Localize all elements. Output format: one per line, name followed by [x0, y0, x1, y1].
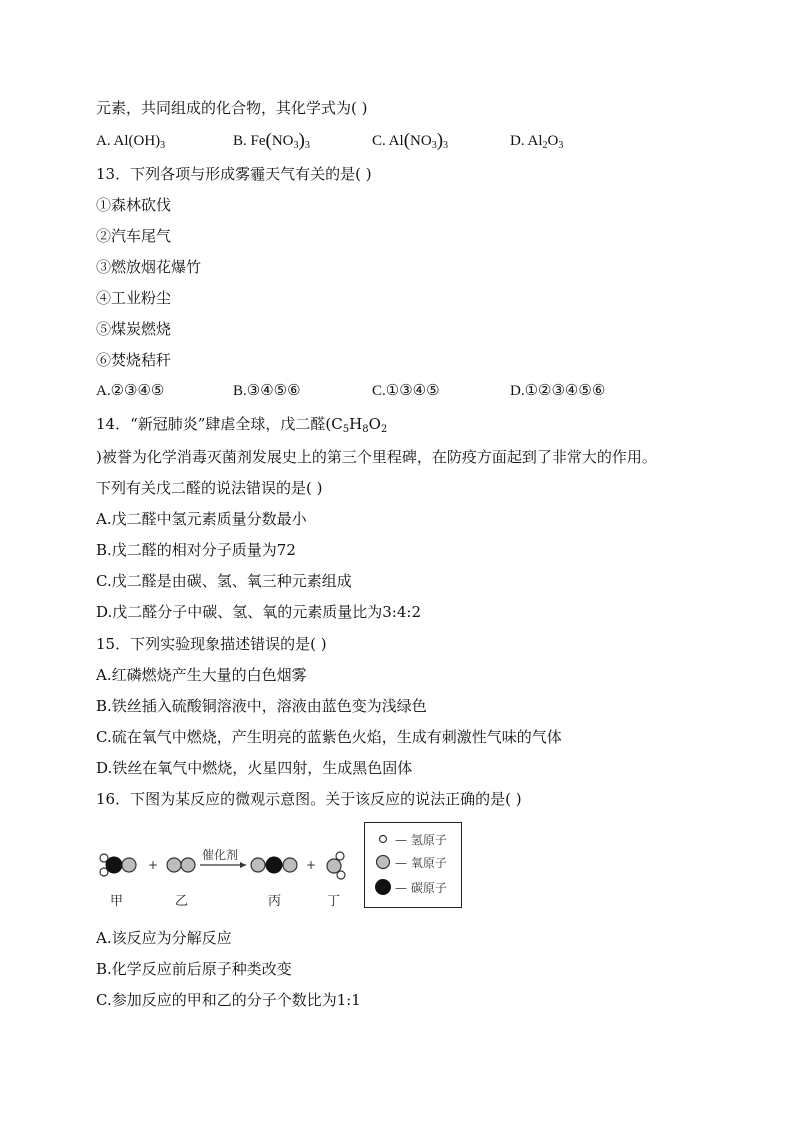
hydrogen-atom	[337, 871, 345, 879]
q13-item-2: ②汽车尾气	[96, 227, 172, 245]
q14-stem-line1: 14．“新冠肺炎”肆虐全球，戊二醛($C_5H_8O_2$	[96, 415, 388, 435]
carbon-atom	[106, 857, 123, 874]
q14-stem-line3: 下列有关戊二醛的说法错误的是( )	[96, 479, 323, 497]
oxygen-atom	[122, 858, 136, 872]
q14-option-c: C.戊二醛是由碳、氢、氧三种元素组成	[96, 572, 352, 590]
q15-stem: 15．下列实验现象描述错误的是( )	[96, 635, 327, 653]
q13-item-4: ④工业粉尘	[96, 289, 172, 307]
oxygen-atom	[251, 858, 265, 872]
q15-option-a: A.红磷燃烧产生大量的白色烟雾	[96, 666, 307, 684]
q12-option-c: C. $Al(NO_3)_3$	[372, 130, 449, 151]
q12-stem-tail: 元素，共同组成的化合物，其化学式为( )	[96, 99, 368, 117]
atom-legend	[364, 822, 462, 908]
legend-swatches	[373, 829, 393, 903]
hydrogen-atom-icon	[380, 836, 387, 843]
label-ding: 丁	[327, 894, 341, 909]
molecule-jia	[100, 854, 136, 876]
q16-option-c: C.参加反应的甲和乙的分子个数比为1:1	[96, 991, 361, 1009]
q14-stem-line2: )被誉为化学消毒灭菌剂发展史上的第三个里程碑，在防疫方面起到了非常大的作用。	[96, 448, 657, 466]
label-yi: 乙	[175, 894, 189, 909]
molecule-yi	[167, 858, 195, 872]
label-jia: 甲	[110, 894, 124, 909]
oxygen-atom	[327, 859, 341, 873]
catalyst-label: 催化剂	[202, 848, 239, 862]
oxygen-atom	[167, 858, 181, 872]
q13-item-5: ⑤煤炭燃烧	[96, 320, 172, 338]
plus-sign-2: +	[306, 858, 317, 872]
q13-option-a: A.②③④⑤	[96, 383, 165, 399]
q13-item-1: ①森林砍伐	[96, 196, 172, 214]
oxygen-atom	[181, 858, 195, 872]
q12-option-a: A. $Al(OH)_3$	[96, 133, 166, 151]
q16-option-b: B.化学反应前后原子种类改变	[96, 960, 292, 978]
q13-option-c: C.①③④⑤	[372, 383, 440, 399]
q13-option-d: D.①②③④⑤⑥	[510, 383, 606, 399]
label-bing: 丙	[268, 894, 282, 909]
oxygen-atom-icon	[377, 856, 390, 869]
q13-item-6: ⑥焚烧秸秆	[96, 351, 172, 369]
oxygen-atom	[283, 858, 297, 872]
q13-item-3: ③燃放烟花爆竹	[96, 258, 202, 276]
q13-stem: 13．下列各项与形成雾霾天气有关的是( )	[96, 165, 372, 183]
q13-option-b: B.③④⑤⑥	[233, 383, 301, 399]
plus-sign-1: +	[148, 858, 159, 872]
legend-hydrogen: — 氢原子	[395, 833, 447, 847]
q16-stem: 16．下图为某反应的微观示意图。关于该反应的说法正确的是( )	[96, 790, 522, 808]
q14-option-a: A.戊二醛中氢元素质量分数最小	[96, 510, 307, 528]
legend-carbon: — 碳原子	[395, 881, 447, 895]
molecule-ding	[327, 852, 345, 879]
q15-option-b: B.铁丝插入硫酸铜溶液中，溶液由蓝色变为浅绿色	[96, 697, 427, 715]
reaction-svg	[96, 822, 356, 914]
carbon-atom	[266, 857, 283, 874]
q15-option-c: C.硫在氧气中燃烧，产生明亮的蓝紫色火焰，生成有刺激性气味的气体	[96, 728, 562, 746]
q12-option-b: B. $Fe(NO_3)_3$	[233, 130, 310, 151]
q15-option-d: D.铁丝在氧气中燃烧，火星四射，生成黑色固体	[96, 759, 413, 777]
legend-oxygen: — 氧原子	[395, 856, 447, 870]
arrow-head-icon	[240, 862, 246, 868]
q14-option-b: B.戊二醛的相对分子质量为72	[96, 541, 296, 559]
q16-option-a: A.该反应为分解反应	[96, 929, 232, 947]
q12-option-d: D. $Al_2O_3$	[510, 133, 564, 151]
q14-option-d: D.戊二醛分子中碳、氢、氧的元素质量比为3:4:2	[96, 603, 421, 621]
molecule-bing	[251, 857, 297, 874]
hydrogen-atom	[336, 852, 344, 860]
carbon-atom-icon	[375, 879, 391, 895]
